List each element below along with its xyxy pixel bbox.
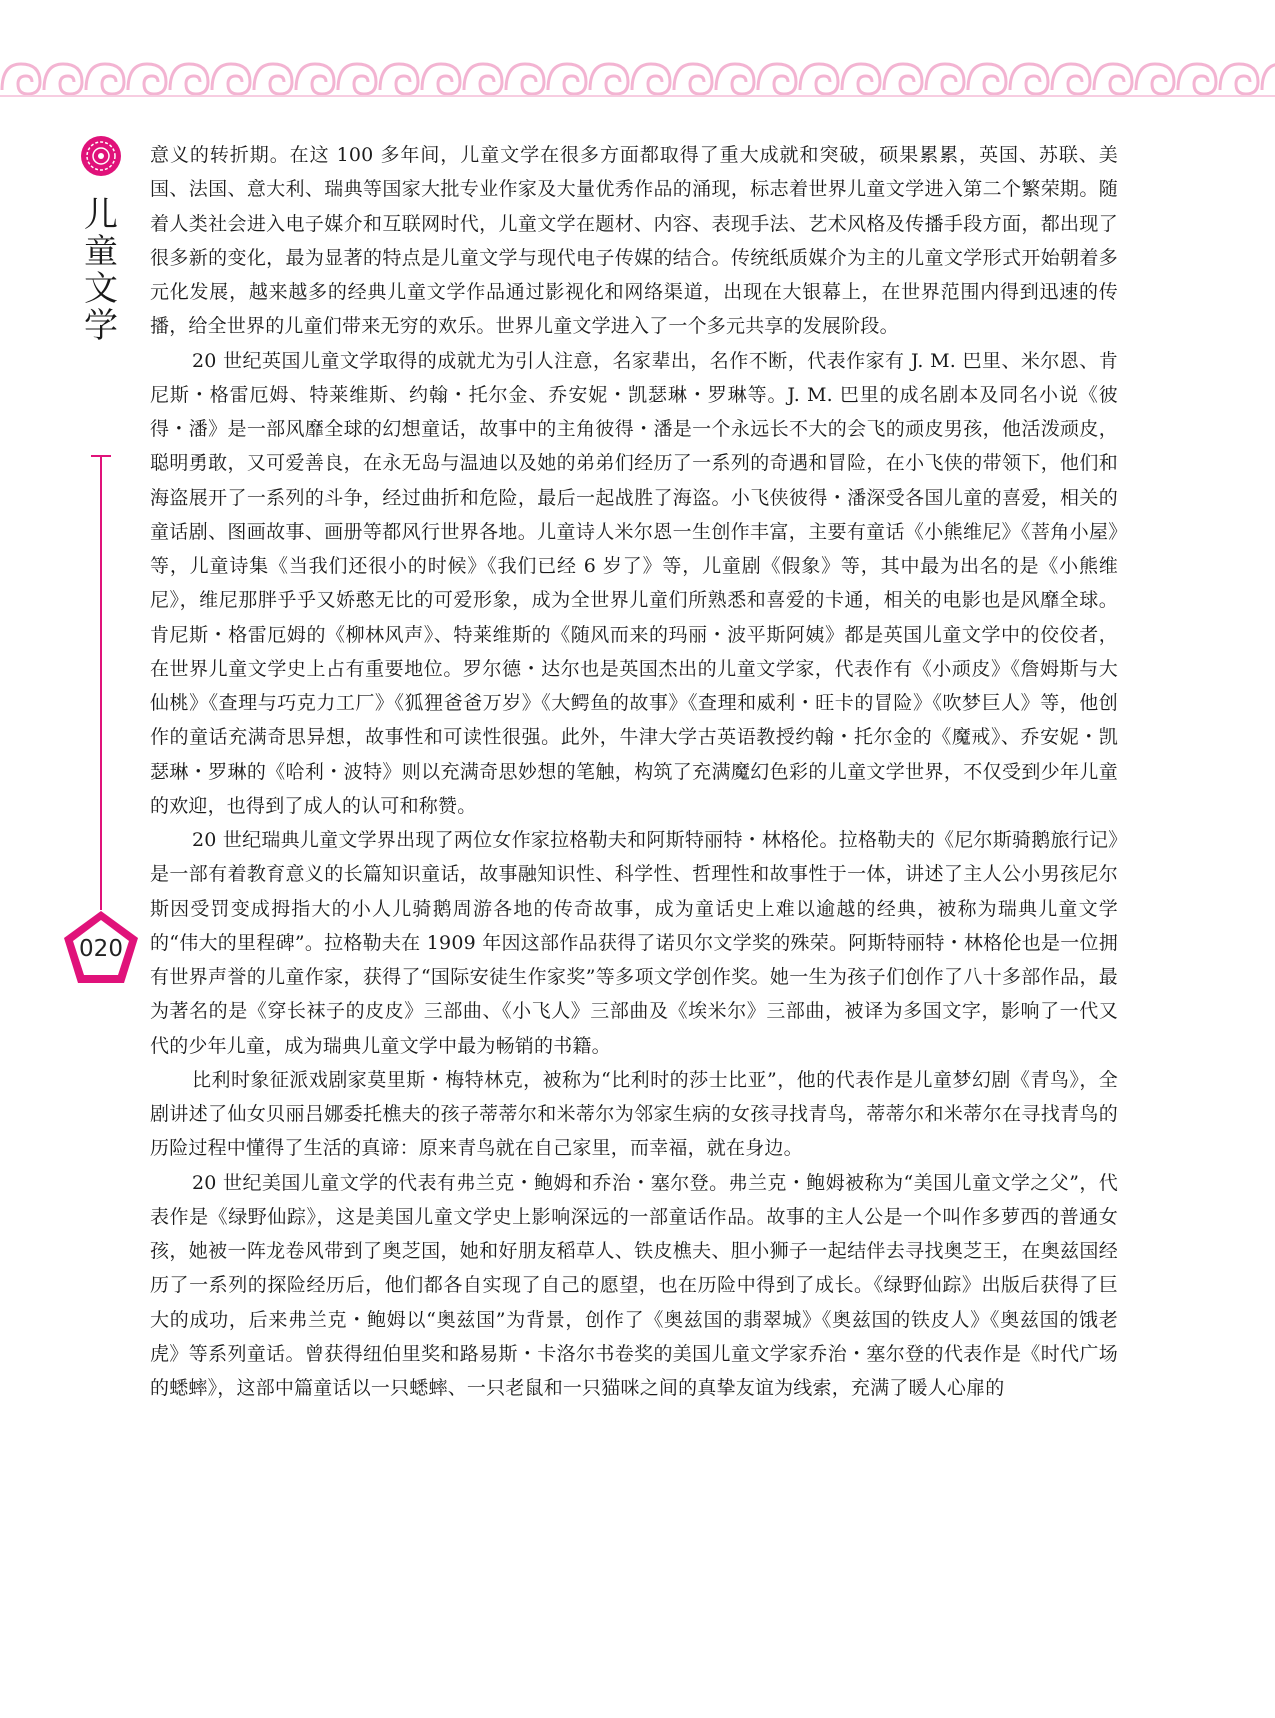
flower-emblem-icon: [80, 135, 122, 177]
sidebar-line: [100, 455, 102, 910]
paragraph: 20 世纪美国儿童文学的代表有弗兰克・鲍姆和乔治・塞尔登。弗兰克・鲍姆被称为“美国儿童文学之父”，代表作是《绿野仙踪》，这是美国儿童文学史上影响深远的一部童话作品。故事的主人公是一个叫作多萝西的普通女孩，她被一阵龙卷风带到了奥芝国，她和好朋友稻草人、铁皮樵夫、胆小狮子一起结伴去寻找奥芝王，在奥兹国经历了一系列的探险经历后，他们都各自实现了自己的愿望，也在历险中得到了成长。《绿野仙踪》出版后获得了巨大的成功，后来弗兰克・鲍姆以“奥兹国”为背景，创作了《奥兹国的翡翠城》《奥兹国的铁皮人》《奥兹国的饿老虎》等系列童话。曾获得纽伯里奖和路易斯・卡洛尔书卷奖的美国儿童文学家乔治・塞尔登的代表作是《时代广场的蟋蟀》，这部中篇童话以一只蟋蟀、一只老鼠和一只猫咪之间的真挚友谊为线索，充满了暖人心扉的: [150, 1171, 1118, 1399]
page-number: 020: [79, 936, 123, 962]
sidebar: [60, 135, 140, 995]
paragraph: 20 世纪英国儿童文学取得的成就尤为引人注意，名家辈出，名作不断，代表作家有 J. M. 巴里、米尔恩、肯尼斯・格雷厄姆、特莱维斯、约翰・托尔金、乔安妮・凯瑟琳・罗琳等。J. M. 巴里的成名剧本及同名小说《彼得・潘》是一部风靡全球的幻想童话，故事中的主角彼得・潘是一个永远长不大的会飞的顽皮男孩，他活泼顽皮，聪明勇敢，又可爱善良，在永无岛与温迪以及她的弟弟们经历了一系列的奇遇和冒险，在小飞侠的带领下，他们和海盗展开了一系列的斗争，经过曲折和危险，最后一起战胜了海盗。小飞侠彼得・潘深受各国儿童的喜爱，相关的童话剧、图画故事、画册等都风行世界各地。儿童诗人米尔恩一生创作丰富，主要有童话《小熊维尼》《菩角小屋》等，儿童诗集《当我们还很小的时候》《我们已经 6 岁了》等，儿童剧《假象》等，其中最为出名的是《小熊维尼》，维尼那胖乎乎又娇憨无比的可爱形象，成为全世界儿童们所熟悉和喜爱的卡通，相关的电影也是风靡全球。肯尼斯・格雷厄姆的《柳林风声》、特莱维斯的《随风而来的玛丽・波平斯阿姨》都是英国儿童文学中的佼佼者，在世界儿童文学史上占有重要地位。罗尔德・达尔也是英国杰出的儿童文学家，代表作有《小顽皮》《詹姆斯与大仙桃》《查理与巧克力工厂》《狐狸爸爸万岁》《大鳄鱼的故事》《查理和威利・旺卡的冒险》《吹梦巨人》等，他创作的童话充满奇思异想，故事性和可读性很强。此外，牛津大学古英语教授约翰・托尔金的《魔戒》、乔安妮・凯瑟琳・罗琳的《哈利・波特》则以充满奇思妙想的笔触，构筑了充满魔幻色彩的儿童文学世界，不仅受到少年儿童的欢迎，也得到了成人的认可和称赞。: [150, 349, 1118, 817]
paragraph: 20 世纪瑞典儿童文学界出现了两位女作家拉格勒夫和阿斯特丽特・林格伦。拉格勒夫的《尼尔斯骑鹅旅行记》是一部有着教育意义的长篇知识童话，故事融知识性、科学性、哲理性和故事性于一体，讲述了主人公小男孩尼尔斯因受罚变成拇指大的小人儿骑鹅周游各地的传奇故事，成为童话史上难以逾越的经典，被称为瑞典儿童文学的“伟大的里程碑”。拉格勒夫在 1909 年因这部作品获得了诺贝尔文学奖的殊荣。阿斯特丽特・林格伦也是一位拥有世界声誉的儿童作家，获得了“国际安徒生作家奖”等多项文学创作奖。她一生为孩子们创作了八十多部作品，最为著名的是《穿长袜子的皮皮》三部曲、《小飞人》三部曲及《埃米尔》三部曲，被译为多国文字，影响了一代又代的少年儿童，成为瑞典儿童文学中最为畅销的书籍。: [150, 829, 1118, 1057]
ornamental-border: [0, 52, 1275, 102]
sidebar-title: 儿童文学: [84, 195, 118, 346]
paragraph: 意义的转折期。在这 100 多年间，儿童文学在很多方面都取得了重大成就和突破，硕果累累，英国、苏联、美国、法国、意大利、瑞典等国家大批专业作家及大量优秀作品的涌现，标志着世界儿童文学进入第二个繁荣期。随着人类社会进入电子媒介和互联网时代，儿童文学在题材、内容、表现手法、艺术风格及传播手段方面，都出现了很多新的变化，最为显著的特点是儿童文学与现代电子传媒的结合。传统纸质媒介为主的儿童文学形式开始朝着多元化发展，越来越多的经典儿童文学作品通过影视化和网络渠道，出现在大银幕上，在世界范围内得到迅速的传播，给全世界的儿童们带来无穷的欢乐。世界儿童文学进入了一个多元共享的发展阶段。: [150, 144, 1118, 338]
body-text: [150, 138, 1118, 1405]
paragraph: 比利时象征派戏剧家莫里斯・梅特林克，被称为“比利时的莎士比亚”，他的代表作是儿童梦幻剧《青鸟》，全剧讲述了仙女贝丽吕娜委托樵夫的孩子蒂蒂尔和米蒂尔为邻家生病的女孩寻找青鸟，蒂蒂尔和米蒂尔在寻找青鸟的历险过程中懂得了生活的真谛：原来青鸟就在自己家里，而幸福，就在身边。: [150, 1068, 1118, 1160]
